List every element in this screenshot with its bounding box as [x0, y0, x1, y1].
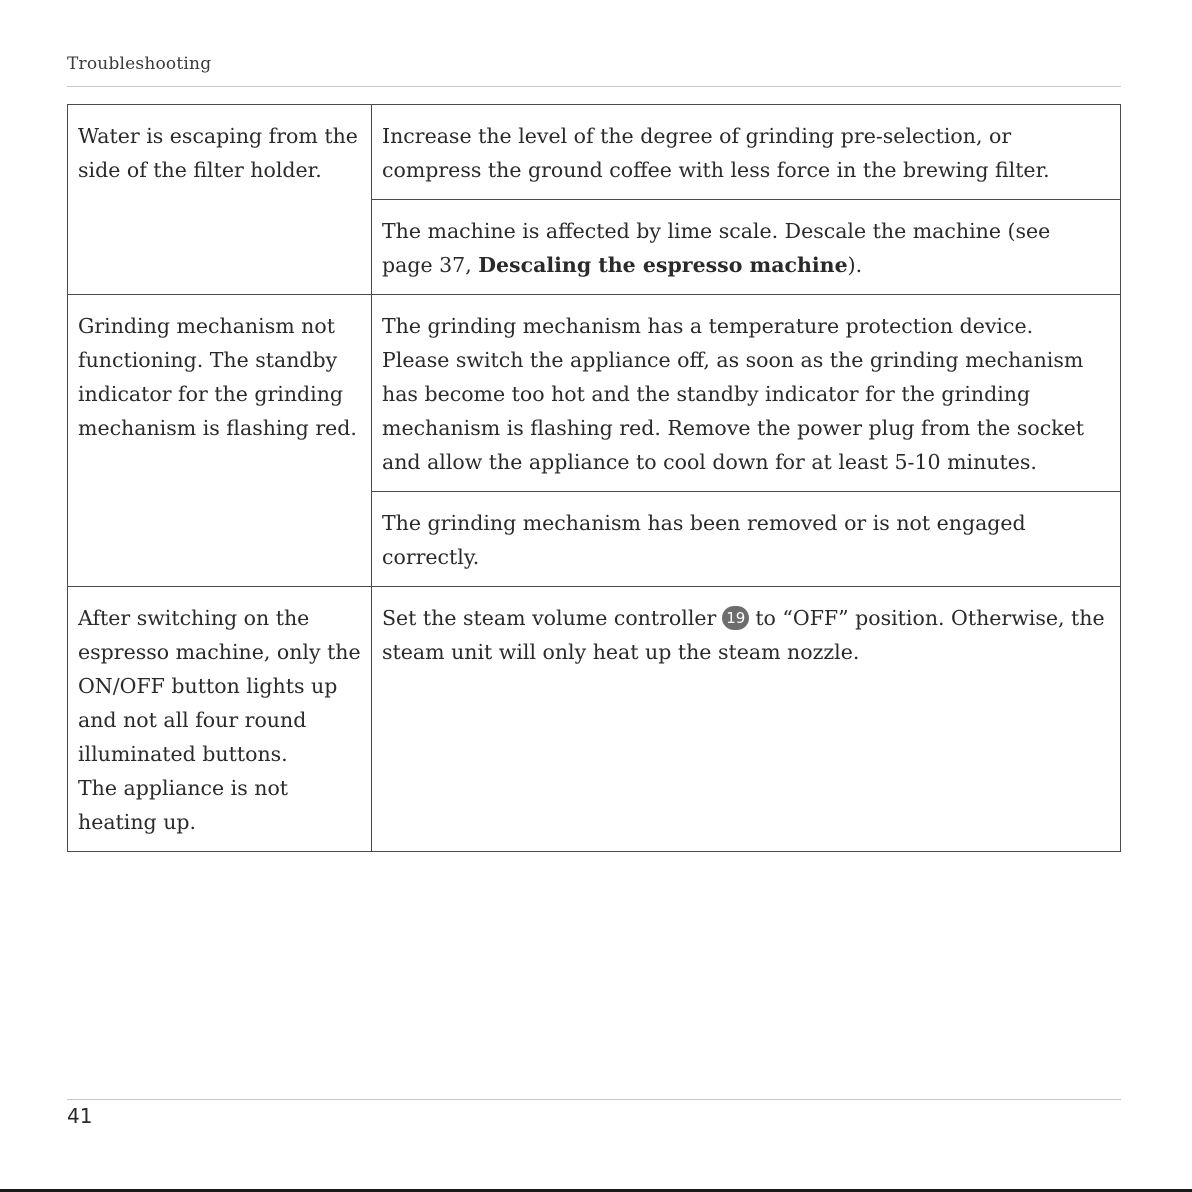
- header-divider: [67, 86, 1121, 87]
- page-number: 41: [67, 1104, 93, 1128]
- solution-text: The machine is affected by lime scale. Descale the machine (see page 37,: [382, 219, 1051, 277]
- problem-cell: Grinding mechanism not functioning. The standby indicator for the grinding mechanism is flashing red.: [68, 295, 372, 587]
- footer-divider: [67, 1099, 1121, 1100]
- solution-text: Set the steam volume controller: [382, 606, 717, 630]
- solution-cell: Increase the level of the degree of grinding pre-selection, or compress the ground coffee with less force in the brewing filter.: [372, 105, 1121, 200]
- solution-cell: The grinding mechanism has a temperature protection device. Please switch the appliance off, as soon as the grinding mechanism has become too hot and the standby indicator for the grinding mechanism is flashing red. Remove the power plug from the socket and allow the appliance to cool down for at least 5-10 minutes.: [372, 295, 1121, 492]
- page-reference-link[interactable]: Descaling the espresso machine: [478, 253, 848, 277]
- part-number-19-icon: 19: [722, 606, 749, 630]
- troubleshooting-table: [67, 104, 1121, 852]
- problem-text: The appliance is not heating up.: [78, 776, 289, 834]
- table-row: [68, 587, 1121, 852]
- table-row: [68, 105, 1121, 200]
- solution-text: ).: [847, 253, 863, 277]
- running-head: Troubleshooting: [67, 54, 212, 74]
- table-row: [68, 295, 1121, 492]
- solution-text: to “OFF” position. Otherwise, the steam unit will only heat up the steam nozzle.: [382, 606, 1105, 664]
- solution-cell: [372, 200, 1121, 295]
- problem-cell: [68, 587, 372, 852]
- solution-cell: [372, 587, 1121, 852]
- problem-cell: Water is escaping from the side of the filter holder.: [68, 105, 372, 295]
- problem-text: After switching on the espresso machine, only the ON/OFF button lights up and not all four round illuminated buttons.: [78, 606, 361, 766]
- solution-cell: The grinding mechanism has been removed or is not engaged correctly.: [372, 492, 1121, 587]
